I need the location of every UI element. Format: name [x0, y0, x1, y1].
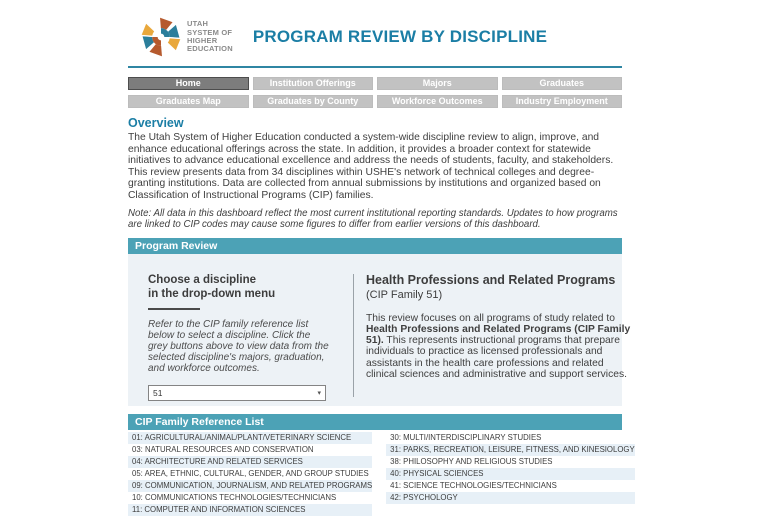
- discipline-detail-panel: [353, 274, 634, 397]
- page-title: PROGRAM REVIEW BY DISCIPLINE: [252, 27, 548, 46]
- cip-reference-list: [128, 432, 635, 516]
- logo-line: HIGHER: [187, 36, 218, 45]
- header-divider: [128, 66, 622, 68]
- cip-item: 10: COMMUNICATIONS TECHNOLOGIES/TECHNICIANS: [132, 493, 337, 502]
- nav-button-graduates-map[interactable]: Graduates Map: [128, 95, 249, 108]
- cip-item: 09: COMMUNICATION, JOURNALISM, AND RELATED PROGRAMS: [128, 480, 372, 492]
- cip-left-column: [128, 432, 372, 516]
- cip-item: 41: SCIENCE TECHNOLOGIES/TECHNICIANS: [390, 481, 557, 490]
- discipline-title: Health Professions and Related Programs: [366, 273, 616, 287]
- ushe-logo-text: [187, 20, 233, 54]
- logo-line: EDUCATION: [187, 44, 233, 54]
- logo-line: SYSTEM OF: [187, 27, 233, 37]
- choose-discipline-heading: [148, 274, 343, 301]
- cip-item: 01: AGRICULTURAL/ANIMAL/PLANT/VETERINARY SCIENCE: [128, 432, 372, 444]
- choose-heading-underline: [148, 308, 200, 310]
- chevron-down-icon: ▾: [317, 390, 321, 398]
- description-post: This represents instructional programs that prepare individuals to practice as licensed professionals and assistants in the health care professions and related clinical sciences and administrative and support services.: [366, 335, 627, 380]
- discipline-subtitle: (CIP Family 51): [366, 288, 443, 301]
- choose-discipline-panel: [148, 274, 343, 397]
- cip-item: 40: PHYSICAL SCIENCES: [386, 468, 635, 480]
- ushe-pinwheel-logo-icon: [140, 16, 182, 58]
- cip-item: 31: PARKS, RECREATION, LEISURE, FITNESS, AND KINESIOLOGY: [386, 444, 635, 456]
- header: [128, 13, 622, 61]
- choose-heading-line2: in the drop-down menu: [148, 287, 276, 300]
- nav-button-industry-employment[interactable]: Industry Employment: [502, 95, 623, 108]
- discipline-dropdown-value: 51: [153, 388, 163, 399]
- cip-item: 03: NATURAL RESOURCES AND CONSERVATION: [132, 445, 314, 454]
- note-text: Note: All data in this dashboard reflect the most current institutional reporting standards. Updates to how programs are linked to CIP codes may cause some figures to differ from earlier versions of this dashboard.: [128, 208, 618, 230]
- discipline-description: [366, 313, 634, 380]
- cip-item: 30: MULTI/INTERDISCIPLINARY STUDIES: [390, 433, 542, 442]
- nav-button-home[interactable]: Home: [128, 77, 249, 90]
- description-pre: This review focuses on all programs of study related to: [366, 312, 615, 324]
- nav-buttons: [128, 77, 622, 108]
- choose-instructions: Refer to the CIP family reference list below to select a discipline. Click the grey buttons above to view data from the selected discipline's majors, graduation, and workforce outcomes.: [148, 319, 329, 375]
- program-review-banner: Program Review: [128, 238, 622, 254]
- discipline-dropdown[interactable]: [148, 385, 326, 401]
- cip-item: 05: AREA, ETHNIC, CULTURAL, GENDER, AND GROUP STUDIES: [132, 469, 369, 478]
- cip-item: 04: ARCHITECTURE AND RELATED SERVICES: [128, 456, 372, 468]
- nav-button-graduates-by-county[interactable]: Graduates by County: [253, 95, 374, 108]
- choose-heading-line1: Choose a discipline: [148, 274, 256, 286]
- cip-item: 11: COMPUTER AND INFORMATION SCIENCES: [128, 504, 372, 516]
- page-container: [128, 0, 635, 516]
- cip-reference-banner: CIP Family Reference List: [128, 414, 622, 430]
- nav-button-institution-offerings[interactable]: Institution Offerings: [253, 77, 374, 90]
- nav-button-workforce-outcomes[interactable]: Workforce Outcomes: [377, 95, 498, 108]
- program-review-panel: [128, 254, 631, 406]
- nav-button-graduates[interactable]: Graduates: [502, 77, 623, 90]
- cip-right-column: [386, 432, 635, 516]
- ushe-logo: [140, 16, 233, 58]
- nav-button-majors[interactable]: Majors: [377, 77, 498, 90]
- overview-heading: Overview: [128, 116, 184, 130]
- cip-item: 42: PSYCHOLOGY: [386, 492, 635, 504]
- logo-line: UTAH: [187, 19, 209, 29]
- overview-body: The Utah System of Higher Education conducted a system-wide discipline review to align, improve, and enhance educational offerings across the state. In addition, it provides a broader context for statewide initiatives to advance educational excellence and address the needs of students, faculty, and stakeholders. This review presents data from 34 disciplines within USHE's network of technical colleges and degree-granting institutions. Data are collected from annual submissions by institutions and organized based on Classification of Instructional Programs (CIP) families.: [128, 132, 614, 201]
- description-bold: Health Professions and Related Programs (CIP Family 51).: [366, 323, 631, 347]
- cip-item: 38: PHILOSOPHY AND RELIGIOUS STUDIES: [390, 457, 553, 466]
